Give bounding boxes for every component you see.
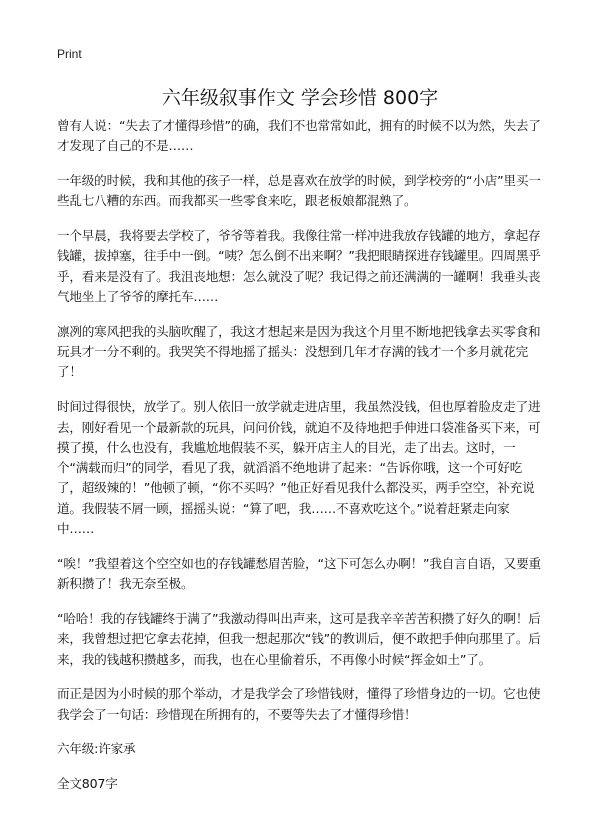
paragraph: 时间过得很快，放学了。别人依旧一放学就走进店里，我虽然没钱，但也厚着脸皮走了进去，刚好看见一个最新款的玩具，问问价钱，就迫不及待地把手伸进口袋准备买下来，可摸了摸，什么也没有，我尴尬地假装不买，躲开店主人的目光，走了出去。这时，一个“满载而归”的同学，看见了我，就滔滔不绝地讲了起来：“告诉你哦，这一个可好吃了，超级辣的！”他顿了顿，“你不买吗？”他正好看见我什么都没买，两手空空，补充说道。我假装不屑一顾，摇摇头说：“算了吧，我……不喜欢吃这个。”说着赶紧走向家中…… (57, 399, 541, 537)
author-line: 六年级:许家承 (57, 741, 136, 757)
article-body (57, 116, 543, 809)
paragraph: “唉！”我望着这个空空如也的存钱罐愁眉苦脸，“这下可怎么办啊！”我自言自语，又要重新积攒了！我无奈至极。 (57, 555, 541, 592)
paragraph: 凛冽的寒风把我的头脑吹醒了，我这才想起来是因为我这个月里不断地把钱拿去买零食和玩具才一分不剩的。我哭笑不得地摇了摇头：没想到几年才存满的钱才一个多月就花完了！ (57, 323, 541, 380)
word-count: 全文807字 (57, 776, 118, 792)
paragraph: 而正是因为小时候的那个举动，才是我学会了珍惜钱财，懂得了珍惜身边的一切。它也使我学会了一句话：珍惜现在所拥有的，不要等失去了才懂得珍惜！ (57, 686, 541, 722)
paragraph: 一年级的时候，我和其他的孩子一样，总是喜欢在放学的时候，到学校旁的“小店”里买一些乱七八糟的东西。而我都买一些零食来吃，跟老板娘都混熟了。 (57, 173, 541, 209)
paragraph: 一个早晨，我将要去学校了，爷爷等着我。我像往常一样冲进我放存钱罐的地方，拿起存钱罐，拔掉塞，往手中一倒。“咦？怎么倒不出来啊？”我把眼睛探进存钱罐里。四周黑乎乎，看来是没有了。我沮丧地想：怎么就没了呢？我记得之前还满满的一罐啊！我垂头丧气地坐上了爷爷的摩托车…… (57, 228, 541, 305)
paragraph: 曾有人说：“失去了才懂得珍惜”的确，我们不也常常如此，拥有的时候不以为然，失去了才发现了自己的不是…… (57, 118, 541, 154)
print-link[interactable]: Print (57, 47, 82, 61)
article-title: 六年级叙事作文 学会珍惜 800字 (161, 87, 439, 109)
paragraph: “哈哈！我的存钱罐终于满了”我激动得叫出声来，这可是我辛辛苦苦积攒了好久的啊！后来，我曾想过把它拿去花掉，但我一想起那次“钱”的教训后，便不敢把手伸向那里了。后来，我的钱越积攒越多，而我，也在心里偷着乐，不再像小时候“挥金如土”了。 (57, 610, 541, 667)
